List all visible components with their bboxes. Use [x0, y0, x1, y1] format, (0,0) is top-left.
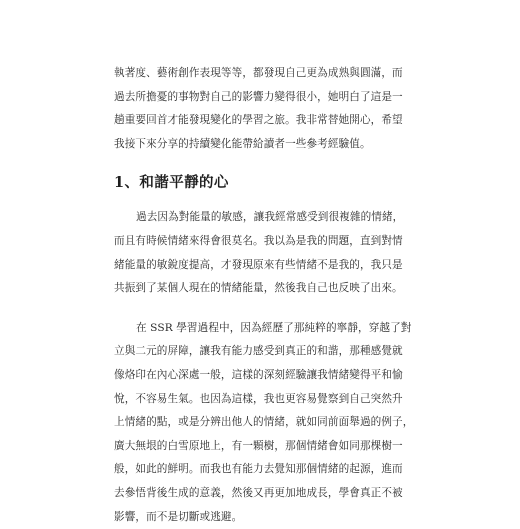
intro-paragraph	[114, 62, 414, 156]
text-line: 執著度、藝術創作表現等等，都發現自己更為成熟與圓滿，而	[114, 62, 414, 86]
text-line: 共振到了某個人現在的情緒能量，然後我自己也反映了出來。	[114, 277, 414, 301]
text-line: 過去所擔憂的事物對自己的影響力變得很小，她明白了這是一	[114, 86, 414, 110]
section-heading: 1、和諧平靜的心	[114, 173, 414, 193]
text-line: 廣大無垠的白雪原地上，有一顆樹，那個情緒會如同那棵樹一	[114, 435, 414, 459]
text-line: 去參悟背後生成的意義，然後又再更加地成長，學會真正不被	[114, 482, 414, 506]
text-line: 立與二元的屏障，讓我有能力感受到真正的和諧，那種感覺就	[114, 340, 414, 364]
body-paragraph-1	[114, 206, 414, 300]
text-line: 而且有時候情緒來得會很莫名。我以為是我的問題，直到對情	[114, 230, 414, 254]
text-line: 上情緒的點，或是分辨出他人的情緒，就如同前面舉過的例子，	[114, 411, 414, 435]
text-line: 影響，而不是切斷或逃避。	[114, 506, 414, 529]
text-line: 悅，不容易生氣。也因為這樣，我也更容易覺察到自己突然升	[114, 388, 414, 412]
text-line: 般，如此的鮮明。而我也有能力去覺知那個情緒的起源，進而	[114, 458, 414, 482]
text-line: 我接下來分享的持續變化能帶給讀者一些參考經驗值。	[114, 133, 414, 157]
body-paragraph-2	[114, 317, 414, 529]
text-line: 過去因為對能量的敏感，讓我經常感受到很複雜的情緒，	[114, 206, 414, 230]
text-line: 在 SSR 學習過程中，因為經歷了那純粹的寧靜，穿越了對	[114, 317, 414, 341]
text-line: 趟重要回首才能發現變化的學習之旅。我非常替她開心，希望	[114, 109, 414, 133]
text-line: 緒能量的敏銳度提高，才發現原來有些情緒不是我的，我只是	[114, 254, 414, 278]
page-content	[114, 62, 414, 529]
text-line: 像烙印在內心深處一般，這樣的深刻經驗讓我情緒變得平和愉	[114, 364, 414, 388]
